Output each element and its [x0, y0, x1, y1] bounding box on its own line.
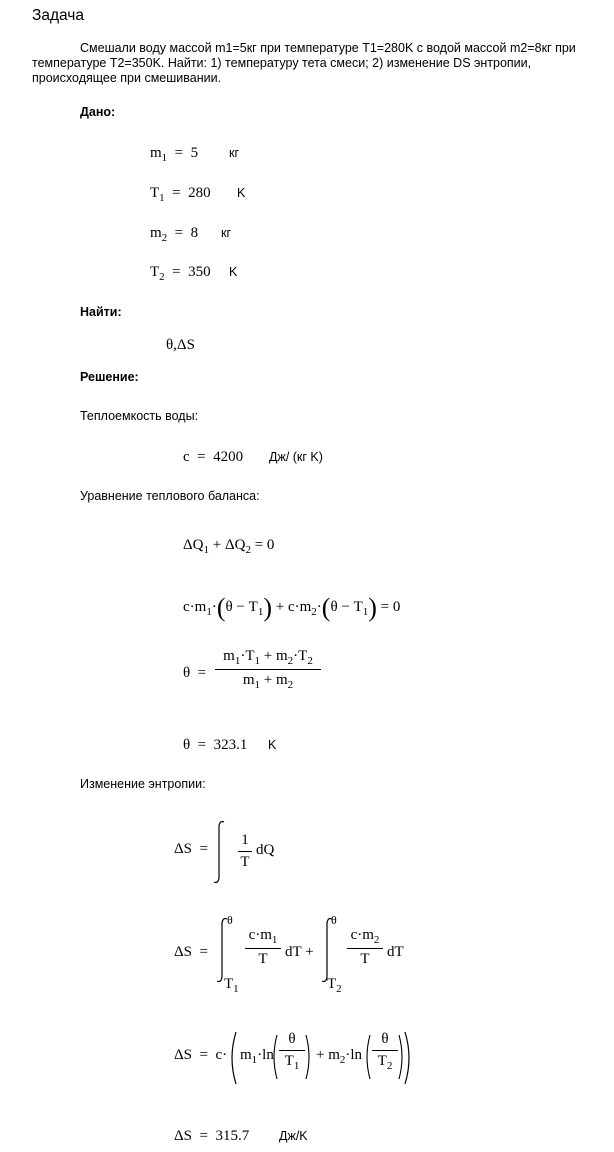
integral-1-lower-limit: $T_1$: [224, 976, 239, 995]
entropy-integral-lhs: ΔS =: [174, 944, 208, 960]
entropy-result-unit: Дж/K: [279, 1129, 308, 1143]
problem-statement: [32, 41, 602, 86]
theta-result-unit: K: [268, 738, 277, 752]
theta-fraction: [215, 648, 321, 691]
given-m1: $m_1 = 5$: [150, 145, 199, 164]
integral-2-upper-limit: θ: [331, 913, 337, 927]
given-t2-unit: K: [229, 265, 238, 279]
given-heading: Дано:: [80, 105, 116, 119]
entropy-def-fraction: 1 T: [238, 832, 252, 871]
integral-1-upper-limit: θ: [227, 913, 233, 927]
theta-denominator: $m_1 + m_2$: [242, 672, 294, 691]
entropy-log-term1: $m_1\cdot\ln$: [240, 1047, 274, 1066]
find-expression: θ,ΔS: [166, 337, 195, 353]
theta-result: θ = 323.1: [183, 737, 248, 753]
entropy-label: Изменение энтропии:: [80, 777, 206, 791]
theta-formula-lhs: θ =: [183, 665, 207, 681]
paren-2-left: [363, 1034, 371, 1080]
given-m1-unit: кг: [229, 146, 240, 160]
balance-expanded-equation: $c\cdot m_1\cdot(\theta - T_1) + c\cdot m_2\cdot(\theta - T_1) = 0$: [183, 593, 401, 622]
integral-2-fraction: $c\cdot m_2$ T: [347, 927, 383, 968]
balance-label: Уравнение теплового баланса:: [80, 489, 260, 503]
integral-sign-1: [212, 820, 226, 884]
given-m2-unit: кг: [221, 226, 232, 240]
balance-equation: $\Delta Q_1 + \Delta Q_2 = 0$: [183, 537, 275, 556]
given-t2: $T_2 = 350$: [150, 264, 211, 283]
integral-1-dt: dT +: [285, 944, 314, 960]
entropy-log-lhs: ΔS = c·: [174, 1047, 228, 1063]
log-1-fraction: θ $T_1$: [279, 1031, 305, 1072]
page-title: Задача: [32, 7, 85, 24]
paren-1-right: [305, 1034, 313, 1080]
heat-capacity-label: Теплоемкость воды:: [80, 409, 199, 423]
integral-1-fraction: $c\cdot m_1$ T: [245, 927, 281, 968]
find-heading: Найти:: [80, 305, 122, 319]
heat-capacity-formula: c = 4200: [183, 449, 244, 465]
entropy-log-term2: + $m_2\cdot\ln$: [316, 1047, 363, 1066]
given-t1-unit: K: [237, 186, 246, 200]
log-2-fraction: θ $T_2$: [372, 1031, 398, 1072]
integral-2-lower-limit: $T_2$: [327, 976, 342, 995]
theta-numerator: $m_1\cdot T_1 + m_2\cdot T_2$: [223, 648, 313, 667]
solution-heading: Решение:: [80, 370, 139, 384]
given-m2: $m_2 = 8$: [150, 225, 199, 244]
problem-text: Смешали воду массой m1=5кг при температуре T1=280K с водой массой m2=8кг при температуре T2=350K. Найти: 1) температуру тета смеси; 2) изменение DS энтропии, происходящее при смешивании.: [32, 41, 576, 85]
entropy-def-dq: dQ: [256, 842, 275, 858]
entropy-definition-lhs: ΔS =: [174, 841, 208, 857]
heat-capacity-unit: Дж/ (кг K): [269, 450, 323, 464]
integral-2-dt: dT: [387, 944, 404, 960]
outer-paren-right: [404, 1031, 414, 1085]
entropy-result: ΔS = 315.7: [174, 1128, 250, 1144]
paren-1-left: [270, 1034, 278, 1080]
given-t1: $T_1 = 280$: [150, 185, 211, 204]
outer-paren-left: [227, 1031, 237, 1085]
